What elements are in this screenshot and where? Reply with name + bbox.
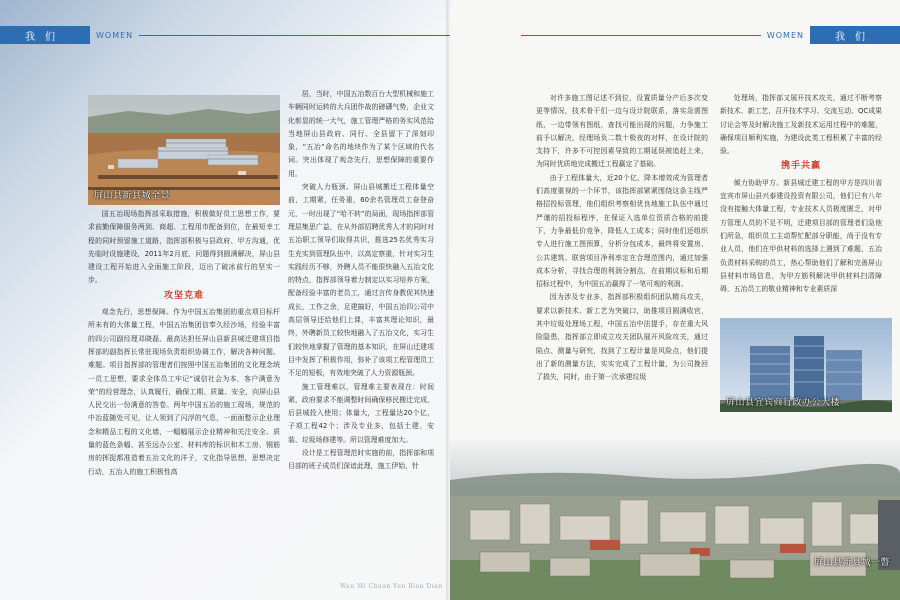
city-panorama-image — [450, 440, 900, 600]
paragraph: 因为涉及专业多，指挥部积极组织团队精兵攻关，要求以新技术、新工艺为突破口，助推项目圆满收官，其中垃圾处理场工程，中国五冶中法提手，存在重大风险隐患，指挥部立即成立攻关团队展开风险攻关，通过陷点、测量与研究，找到了工程计量是风险点，他们提出了新的测量方法，实实完成了工程计量，为公司挽回了损失，同时，由于第一次承建垃圾 — [536, 293, 708, 382]
watermark-text: Wan Mi Chuan Yun Bian Dian — [340, 583, 443, 590]
paragraph: 国五冶现场指挥部采取措施，积极做好员工思想工作，要求前勤保障服务两到、商超、工程用市配备到位，在最短幸工程的同时预留施工道路，指挥部积极与县政府、甲方沟通，优先临时设施建设，2011年2月底，问题得到圆满解决，屏山县建设工程开始进入全面施工阶段，迈出了破冰前行的坚实一步。 — [88, 210, 280, 285]
section-heading-gongjian: 攻坚克难 — [163, 290, 204, 301]
section-title-en: WOMEN — [96, 30, 134, 40]
paragraph: 施工管理难以，管理难主要表现在：时间紧，政府要求不能调整时间确保移民搬迁完成，后县城投入使用；体量大，工程量达20个亿，子项工程42个；涉及专业多，包括土建、安装、垃圾场修建等。所以管理难度加大。 — [288, 382, 434, 444]
left-col-1 — [88, 208, 280, 479]
paragraph: 由于工程体量大，近20个亿，降本增效成为管理者们高度重视的一个环节，该指挥部紧紧围绕这条主线严格招投标管理，他们组织考察相优良地施工队伍中通过严谨的招投标程序，在保证入选单位资质合格的前提下，力争最低价竞争，降低人工成本；同时他们还组织专人进行施工图预算，分析分包成本，最终将安置房、公共建筑、联营项目净利率定在合理范围内，通过加强成本分析，寻找合理的利润分割点，在前期议标和后期招标过程中，为中国五冶赢得了一笔可观的利润。 — [536, 173, 708, 289]
right-col-2 — [720, 92, 882, 296]
header-rule — [521, 35, 761, 36]
paragraph: 观念先行，思想保障。作为中国五冶集团的重点项目标杆所未有的大体量工程，中国五冶集团信奉久经沙场，经验丰富的四公司副经理邓晓磊、最高达担任屏山县新县城迁建项目指挥部的副指挥长常驻现场负责组织协调工作，解决各种问题、难题。项目指挥部的管理者们按照中国五冶集团的文化理念统一员工思想，要求全体员工牢记“诚信社会为本，客户满意为荣”的经营理念，认真履行，确保工期、质量、安全，向屏山县人民交出一份满意的答卷。两年中国五冶的施工现场，规范的中冶蓝随处可见，让人领到了闪浮的气息，一面面整示企业理念和精品工程的文化墙，一幅幅展示企业精神和关注安全、质量的蓝色条幅、甚至远办公室、材料库的标识和木工房、钢筋房的挥捉都准造着五冶文化的洋子，文化指导思想，思想决定行动，五冶人的施工积极性高 — [88, 308, 280, 476]
right-col-1 — [536, 92, 708, 385]
construction-site-photo — [88, 95, 280, 205]
section-title-en: WOMEN — [766, 30, 804, 40]
paragraph: 居，当时，中国五冶数百台大型机械和施工车辆同时运转的大兵团作战的磅礴气势，企业文化彰显的统一大气，施工管理严格的务实风范给当地屏山县政府、同行、全县留下了深刻印象，“五冶”命名的地块作为了某个区域的代名词。突出体现了观念先行，思想保障的重要作用。 — [288, 90, 434, 178]
office-building-photo — [720, 318, 892, 412]
left-col-2 — [288, 88, 434, 474]
paragraph: 对许多施工图记述不到位，设置质量分产后多次变更等情况，技术骨干们一边与设计院联系，落实急需图纸，一边带领有图纸，查找可能出现的问题，力争施工前予以解决，经理场负二数十极夜的对样，在设计院的支持下，许多不可控因素导致的工期延误被追赶上来，为同时优质地完成搬迁工程赢定了基础。 — [536, 94, 708, 169]
paragraph: 设计是工程管理范时实施的前，指挥部和项目部的班子成员们深谙此理，施工伊始，针 — [288, 449, 434, 471]
photo-caption: 屏山县新县城一瞥 — [813, 558, 890, 568]
page-gutter — [446, 0, 454, 600]
city-panorama-photo — [450, 440, 900, 600]
photo-caption: 屏山县新县城全景 — [94, 191, 171, 201]
paragraph: 倾力协助甲方。新县城迁建工程的甲方是四川省宜宾市屏山县兴泰建设投资有限公司，他们已有八年没有接触大体量工程，专业技术人员极度匮乏，对甲方管理人员的不足不明，迁建项目部的管理者们急他们所急，组织员工主动帮忙配部分职能，尚于没有专业人员，他们在甲供材料的选择上遇到了难题，五冶负责材料采购的员工，热心帮助他们了解和完善屏山县材料市场信息，为甲方筋利解决甲供材料扫清障碍，五冶员工的敬业精神和专业素质深 — [720, 178, 882, 294]
paragraph: 突破人力瓶颈。屏山县城搬迁工程体量空前，工期紧，任务重，60余名管理员工奋登奋元，一时出现了“哈不转”的局面，现场指挥部管理层集思广益，在从外部招聘优秀人才的同时对五冶职工领导们取得共识，推选25名优秀实习生充实到管理队伍中，以高定察重，针对实习生实践经历不够，外聘人员不能很快融入五冶文化的特点，指挥部领导着力制定以实习培养方案，配备经验丰富的老员工，通过言传身教促其快速成长，工作之余，足建搞好，中国五冶四公司中高层领导还给他们上课，丰富其理论知识，最终，外聘新员工较快地融入了五冶文化，实习生们较快地掌握了管理的基本知识，在屏山迁建项目中发挥了积极作用，弥补了该项工程管理员工不足的短板，有效地突破了人力资源瓶颈。 — [288, 183, 434, 378]
section-title-cn: 我们 — [810, 26, 900, 44]
section-heading-xieshou: 携手共赢 — [780, 161, 821, 172]
section-title-cn: 我们 — [0, 26, 90, 44]
left-header-bar — [0, 26, 450, 44]
photo-caption: 屏山县宜宾商行政办公大楼 — [726, 398, 841, 408]
header-rule — [139, 35, 450, 36]
right-header-bar — [450, 26, 900, 44]
paragraph: 处理场，指挥部又展开技术攻关，通过不断考察新技术、新工艺，召开技术学习、交流互动、QC成果讨论会等及时解决施工及新技术运用过程中的难题，确保项目顺利实施，为建设此类工程积累了丰富的经验。 — [720, 94, 882, 156]
